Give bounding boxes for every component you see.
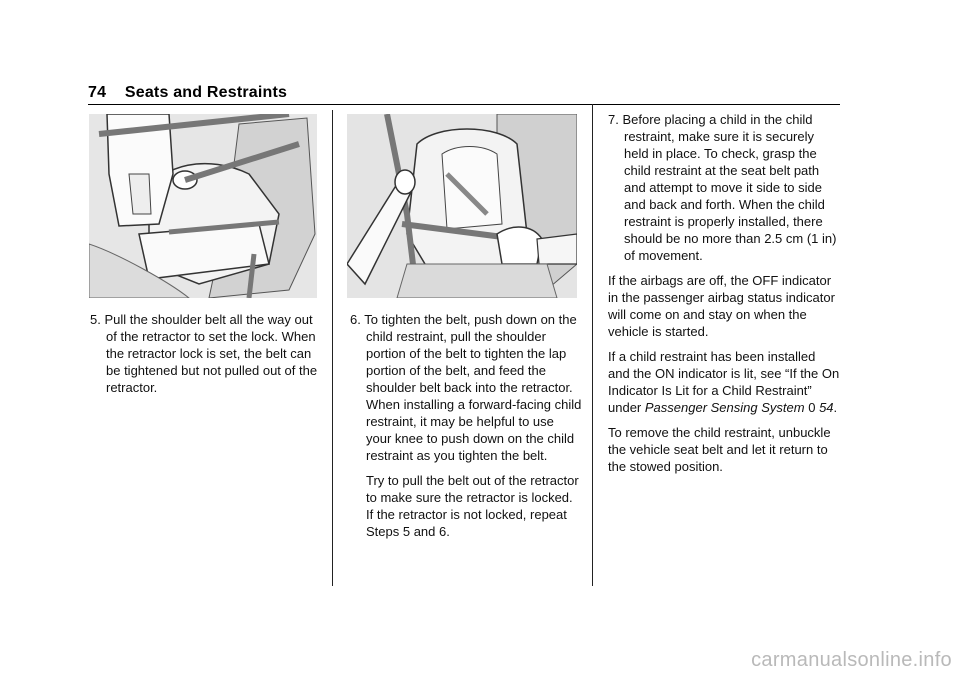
step-6-continuation: Try to pull the belt out of the retractor to make sure the retractor is locked. If the retractor is not locked, repeat Steps 5 and 6. [366,473,579,539]
watermark: carmanualsonline.info [751,649,952,671]
header-rule [88,104,840,105]
on-indicator-paragraph [608,348,840,416]
column-3 [608,111,840,483]
column-divider-2 [592,104,593,586]
illustration-pull-shoulder-belt [89,114,317,298]
page-ref-icon: 0 [808,400,816,415]
illustration-tighten-belt [347,114,577,298]
column-1 [90,311,322,404]
figure-1-drawing [89,114,317,298]
step-6-text: 6. To tighten the belt, push down on the child restraint, pull the shoulder portion of the belt to tighten the lap portion of the belt, and feed the shoulder belt back into the retractor. When installing a forward-facing child restraint, it may be helpful to use your knee to push down on the child restraint as you tighten the belt. [350,312,582,463]
airbag-off-paragraph: If the airbags are off, the OFF indicator in the passenger airbag status indicator will come on and stay on when the vehicle is started. [608,273,835,339]
page-ref-number[interactable]: 54 [819,400,834,415]
section-title: Seats and Restraints [124,84,288,101]
column-2 [350,311,582,548]
passenger-sensing-link[interactable]: Passenger Sensing System [644,400,805,415]
on-indicator-text: If a child restraint has been installed and the ON indicator is lit, see “If the On Indicator Is Lit for a Child Restraint” under [608,349,840,415]
column-divider-1 [332,110,333,586]
page-number: 74 [88,84,107,101]
page-header [88,84,287,102]
step-5-text: 5. Pull the shoulder belt all the way out of the retractor to set the lock. When the retractor lock is set, the belt can be tightened but not pulled out of the retractor. [90,312,318,395]
figure-2-drawing [347,114,577,298]
step-7-text: 7. Before placing a child in the child restraint, make sure it is securely held in place. To check, grasp the child restraint at the seat belt path and attempt to move it side to side and back and forth. When the child restraint is properly installed, there should be no more than 2.5 cm (1 in) of movement. [608,112,837,263]
sentence-end: . [833,400,838,415]
remove-restraint-paragraph: To remove the child restraint, unbuckle the vehicle seat belt and let it return to the stowed position. [608,425,831,474]
